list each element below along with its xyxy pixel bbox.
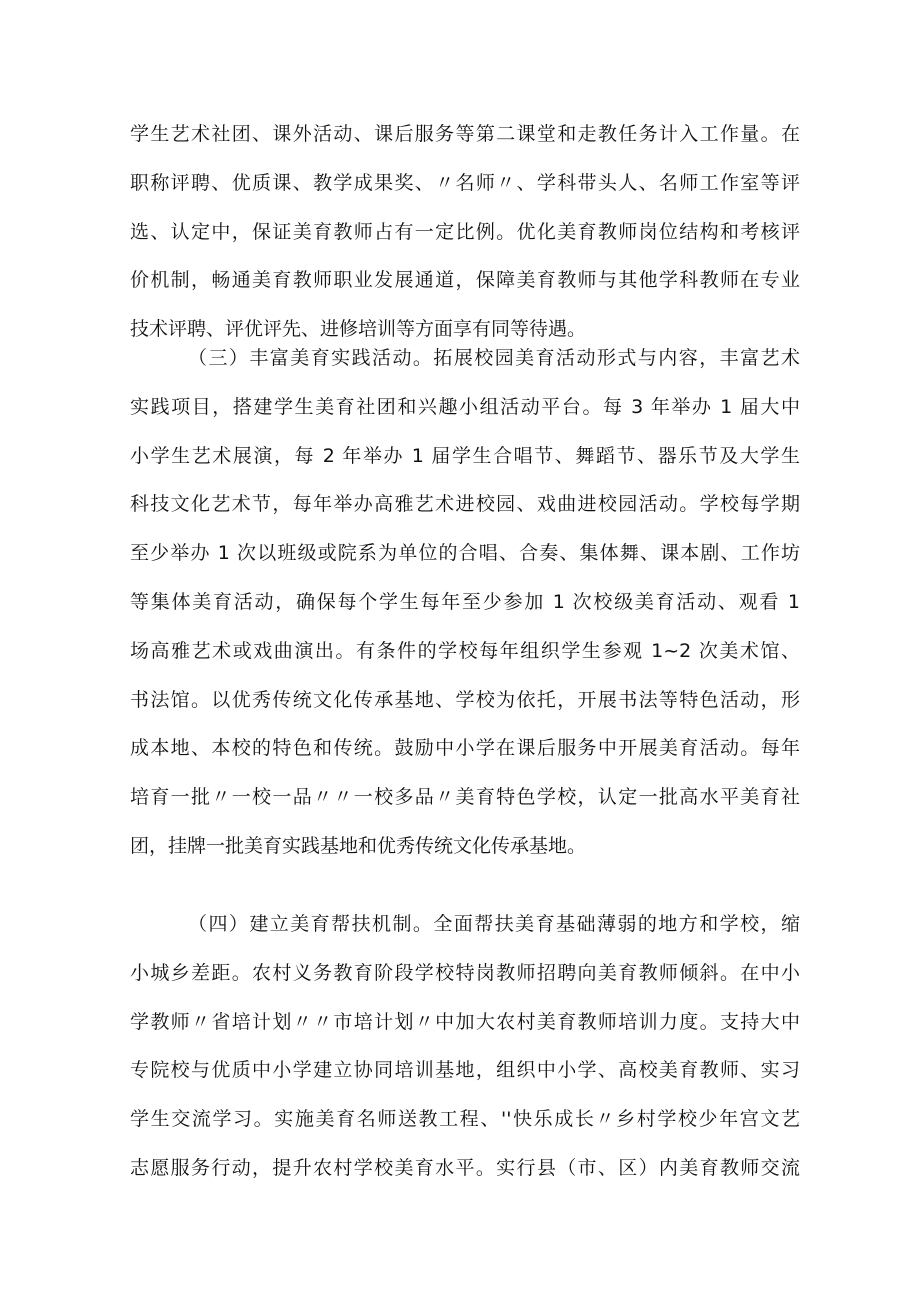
text-line: 成本地、本校的特色和传统。鼓励中小学在课后服务中开展美育活动。每年 [130,737,800,760]
text-line: 学生艺术社团、课外活动、课后服务等第二课堂和走教任务计入工作量。在 [130,123,800,145]
text-line: 学教师〃省培计划〃〃市培计划〃中加大农村美育教师培训力度。支持大中 [130,1010,800,1033]
text-line: 专院校与优质中小学建立协同培训基地，组织中小学、高校美育教师、实习 [130,1059,800,1082]
text-line: 选、认定中，保证美育教师占有一定比例。优化美育教师岗位结构和考核评 [130,220,800,243]
paragraph-support-mechanism [130,900,800,1193]
text-line: 职称评聘、优质课、教学成果奖、〃名师〃、学科带头人、名师工作室等评 [130,171,800,194]
text-line: 学生交流学习。实施美育名师送教工程、''快乐成长〃乡村学校少年宫文艺 [130,1108,800,1131]
text-line: 培育一批〃一校一品〃〃一校多品〃美育特色学校，认定一批高水平美育社 [130,786,800,809]
text-line: 书法馆。以优秀传统文化传承基地、学校为依托，开展书法等特色活动，形 [130,688,800,711]
text-line: 至少举办 1 次以班级或院系为单位的合唱、合奏、集体舞、课本剧、工作坊 [130,542,800,565]
text-line: 等集体美育活动，确保每个学生每年至少参加 1 次校级美育活动、观看 1 [130,590,800,613]
section-heading-line: （三）丰富美育实践活动。拓展校园美育活动形式与内容，丰富艺术 [188,347,800,369]
text-line: 科技文化艺术节，每年举办高雅艺术进校园、戏曲进校园活动。学校每学期 [130,493,800,516]
text-line: 技术评聘、评优评先、进修培训等方面享有同等待遇。 [130,318,587,341]
section-heading-line: （四）建立美育帮扶机制。全面帮扶美育基础薄弱的地方和学校，缩 [188,913,800,935]
paragraph-enrich-practice [130,334,800,871]
text-line: 小城乡差距。农村义务教育阶段学校特岗教师招聘向美育教师倾斜。在中小 [130,961,800,984]
text-line: 实践项目，搭建学生美育社团和兴趣小组活动平台。每 3 年举办 1 届大中 [130,395,800,418]
text-line: 志愿服务行动，提升农村学校美育水平。实行县（市、区）内美育教师交流 [130,1156,800,1179]
text-line: 价机制，畅通美育教师职业发展通道，保障美育教师与其他学科教师在专业 [130,269,800,292]
text-line: 小学生艺术展演，每 2 年举办 1 届学生合唱节、舞蹈节、器乐节及大学生 [130,444,800,467]
text-line: 团，挂牌一批美育实践基地和优秀传统文化传承基地。 [130,834,587,857]
text-line: 场高雅艺术或戏曲演出。有条件的学校每年组织学生参观 1~2 次美术馆、 [130,639,800,662]
paragraph-teacher-evaluation [130,110,800,354]
